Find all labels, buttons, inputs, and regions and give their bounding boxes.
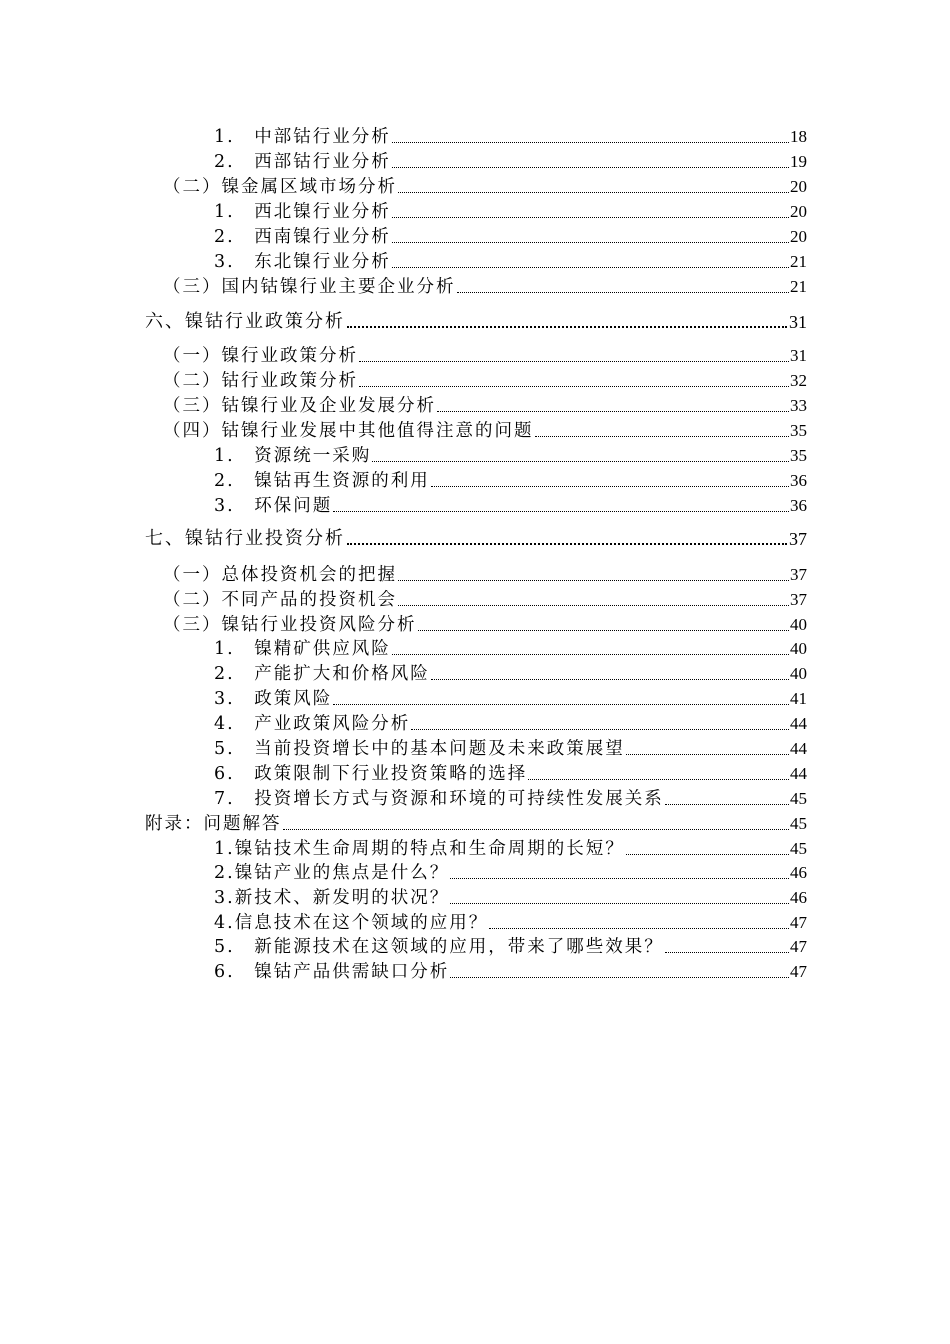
dot-leader <box>528 779 789 780</box>
dot-leader <box>665 804 789 805</box>
toc-entry[interactable] <box>214 862 807 884</box>
toc-entry-page: 33 <box>790 396 807 415</box>
toc-entry-label: 3. 环保问题 <box>214 496 333 516</box>
dot-leader <box>450 977 789 978</box>
toc-entry-page: 31 <box>790 346 807 365</box>
toc-chapter-page: 37 <box>789 529 807 549</box>
toc-entry-page: 21 <box>790 277 807 296</box>
dot-leader <box>359 386 789 387</box>
dot-leader <box>392 267 789 268</box>
toc-entry-page: 19 <box>790 152 807 171</box>
dot-leader <box>437 411 789 412</box>
toc-entry-page: 21 <box>790 252 807 271</box>
dot-leader <box>392 167 789 168</box>
toc-entry-label: （二）钴行业政策分析 <box>163 371 358 391</box>
toc-entry[interactable] <box>163 589 807 611</box>
toc-entry-label: 2. 西部钴行业分析 <box>214 152 391 172</box>
dot-leader <box>359 361 789 362</box>
dot-leader <box>398 192 789 193</box>
dot-leader <box>489 928 789 929</box>
toc-chapter-label: 七、镍钴行业投资分析 <box>145 528 345 549</box>
toc-entry[interactable] <box>214 912 807 934</box>
dot-leader <box>535 436 790 437</box>
toc-entry[interactable] <box>214 936 807 958</box>
toc-entry-page: 37 <box>790 590 807 609</box>
dot-leader <box>626 854 789 855</box>
toc-entry[interactable] <box>214 495 807 517</box>
dot-leader <box>333 704 789 705</box>
toc-entry-label: 3. 东北镍行业分析 <box>214 252 391 272</box>
dot-leader <box>398 580 789 581</box>
toc-entry-page: 20 <box>790 202 807 221</box>
toc-entry-page: 20 <box>790 227 807 246</box>
dot-leader <box>392 142 789 143</box>
toc-entry-label: 2. 西南镍行业分析 <box>214 227 391 247</box>
toc-chapter-page: 31 <box>789 312 807 332</box>
toc-entry-page: 46 <box>790 863 807 882</box>
toc-entry-page: 35 <box>790 446 807 465</box>
toc-entry[interactable] <box>214 638 807 660</box>
toc-entry-label: 6. 政策限制下行业投资策略的选择 <box>214 764 528 784</box>
toc-entry-label: 2. 镍钴再生资源的利用 <box>214 471 430 491</box>
dot-leader <box>450 903 789 904</box>
toc-entry-page: 32 <box>790 371 807 390</box>
dot-leader <box>450 878 789 879</box>
toc-entry[interactable] <box>214 887 807 909</box>
toc-entry[interactable] <box>163 276 807 298</box>
toc-entry[interactable] <box>214 738 807 760</box>
toc-entry-page: 46 <box>790 888 807 907</box>
toc-entry-label: 4.信息技术在这个领域的应用？ <box>214 913 489 933</box>
dot-leader <box>431 679 789 680</box>
toc-entry-label: 7. 投资增长方式与资源和环境的可持续性发展关系 <box>214 789 664 809</box>
toc-entry-page: 37 <box>790 565 807 584</box>
toc-entry-label: 2.镍钴产业的焦点是什么？ <box>214 863 450 883</box>
dot-leader <box>333 511 789 512</box>
dot-leader <box>392 242 789 243</box>
dot-leader <box>665 952 789 953</box>
toc-entry[interactable] <box>163 564 807 586</box>
toc-entry[interactable] <box>214 445 807 467</box>
toc-entry[interactable] <box>163 395 807 417</box>
toc-appendix-page: 45 <box>790 814 807 833</box>
toc-chapter-label: 六、镍钴行业政策分析 <box>145 311 345 332</box>
toc-entry[interactable] <box>163 345 807 367</box>
toc-entry-page: 36 <box>790 471 807 490</box>
toc-entry-page: 47 <box>790 913 807 932</box>
toc-entry-page: 40 <box>790 639 807 658</box>
toc-entry-label: （二）不同产品的投资机会 <box>163 590 397 610</box>
toc-entry[interactable] <box>163 176 807 198</box>
toc-chapter[interactable] <box>145 528 807 550</box>
toc-entry[interactable] <box>214 251 807 273</box>
toc-entry-label: 5. 当前投资增长中的基本问题及未来政策展望 <box>214 739 625 759</box>
toc-entry-page: 36 <box>790 496 807 515</box>
toc-entry-label: （二）镍金属区域市场分析 <box>163 177 397 197</box>
dot-leader <box>392 654 789 655</box>
toc-entry-label: （三）国内钴镍行业主要企业分析 <box>163 277 456 297</box>
toc-entry[interactable] <box>214 663 807 685</box>
toc-chapter[interactable] <box>145 311 807 333</box>
toc-entry-label: 1. 中部钴行业分析 <box>214 127 391 147</box>
toc-entry[interactable] <box>214 788 807 810</box>
toc-entry[interactable] <box>214 126 807 148</box>
toc-entry-label: （三）钴镍行业及企业发展分析 <box>163 396 436 416</box>
toc-entry-page: 20 <box>790 177 807 196</box>
dot-leader <box>398 605 789 606</box>
toc-entry-page: 41 <box>790 689 807 708</box>
dot-leader <box>392 217 789 218</box>
toc-entry[interactable] <box>214 151 807 173</box>
toc-entry-label: （三）镍钴行业投资风险分析 <box>163 615 417 635</box>
dot-leader <box>283 829 790 830</box>
toc-entry-page: 18 <box>790 127 807 146</box>
toc-entry-label: 3.新技术、新发明的状况？ <box>214 888 450 908</box>
toc-entry-page: 45 <box>790 839 807 858</box>
toc-appendix-label: 附录：问题解答 <box>145 814 282 834</box>
toc-entry[interactable] <box>214 961 807 983</box>
dot-leader <box>418 630 790 631</box>
toc-entry-page: 44 <box>790 739 807 758</box>
toc-entry-label: 6. 镍钴产品供需缺口分析 <box>214 962 450 982</box>
dot-leader <box>431 486 789 487</box>
toc-entry-page: 45 <box>790 789 807 808</box>
dot-leader <box>411 729 789 730</box>
dot-leader <box>347 543 787 545</box>
dot-leader <box>372 461 789 462</box>
dot-leader <box>457 292 790 293</box>
toc-entry-label: 2. 产能扩大和价格风险 <box>214 664 430 684</box>
toc-entry-page: 47 <box>790 937 807 956</box>
toc-entry-label: 4. 产业政策风险分析 <box>214 714 411 734</box>
toc-entry[interactable] <box>214 226 807 248</box>
toc-entry-page: 47 <box>790 962 807 981</box>
toc-entry-label: 1. 西北镍行业分析 <box>214 202 391 222</box>
toc-entry[interactable] <box>214 470 807 492</box>
toc-entry-page: 35 <box>790 421 807 440</box>
dot-leader <box>626 754 789 755</box>
toc-entry[interactable] <box>214 763 807 785</box>
toc-entry-label: （一）镍行业政策分析 <box>163 346 358 366</box>
toc-entry[interactable] <box>163 614 807 636</box>
toc-entry-label: 1.镍钴技术生命周期的特点和生命周期的长短？ <box>214 839 625 859</box>
toc-entry-label: （四）钴镍行业发展中其他值得注意的问题 <box>163 421 534 441</box>
toc-entry-page: 40 <box>790 615 807 634</box>
toc-entry-page: 44 <box>790 764 807 783</box>
toc-entry[interactable] <box>214 713 807 735</box>
dot-leader <box>347 326 787 328</box>
toc-entry[interactable] <box>214 838 807 860</box>
toc-entry-page: 44 <box>790 714 807 733</box>
toc-entry-label: 5. 新能源技术在这领域的应用，带来了哪些效果？ <box>214 937 664 957</box>
toc-entry-label: 1. 镍精矿供应风险 <box>214 639 391 659</box>
toc-appendix[interactable] <box>145 813 807 835</box>
toc-entry-label: （一）总体投资机会的把握 <box>163 565 397 585</box>
toc-entry-label: 3. 政策风险 <box>214 689 333 709</box>
toc-entry-label: 1. 资源统一采购 <box>214 446 372 466</box>
toc-entry[interactable] <box>214 688 807 710</box>
toc-entry[interactable] <box>163 370 807 392</box>
toc-entry[interactable] <box>163 420 807 442</box>
toc-entry-page: 40 <box>790 664 807 683</box>
toc-entry[interactable] <box>214 201 807 223</box>
